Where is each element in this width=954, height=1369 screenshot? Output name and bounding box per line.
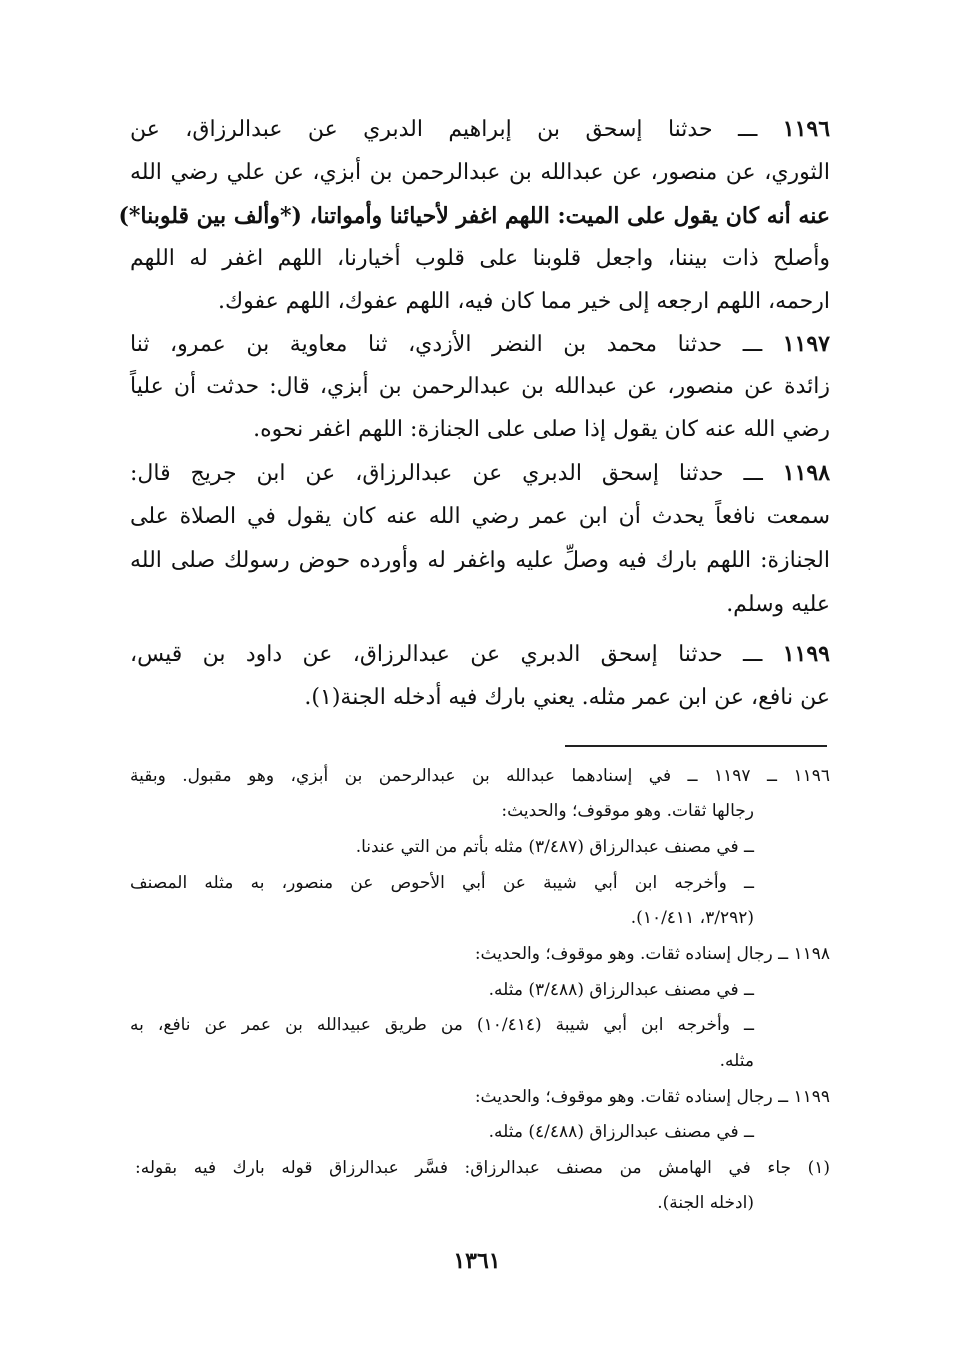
footnote-line-7: ــ في مصنف عبدالرزاق (٣/٤٨٨) مثله. [488, 980, 754, 1000]
hadith-number: ١١٩٩ [782, 641, 830, 667]
footnote-line-3: ــ في مصنف عبدالرزاق (٣/٤٨٧) مثله بأتم من التي عندنا. [355, 837, 754, 857]
hadith-1199-line-1 [130, 641, 830, 667]
hadith-number: ١١٩٨ [782, 460, 831, 486]
hadith-1196-line-4: وأصلح ذات بيننا، واجعل قلوبنا على قلوب أخيارنا، اللهم اغفر له اللهم [130, 246, 830, 271]
hadith-1197-line-2: زائدة عن منصور، عن عبدالله بن عبدالرحمن بن أبزي، قال: حدثت أن علياً [130, 374, 830, 399]
hadith-1198-line-2: سمعت نافعاً يحدث أن ابن عمر رضي الله عنه كان يقول في الصلاة على [130, 504, 830, 529]
footnote-line-4: ــ وأخرجه ابن أبي شيبة عن أبي الأحوص عن منصور، به مثله المصنف [130, 873, 754, 893]
hadith-1196-line-1 [130, 116, 830, 142]
footnote-line-2: رجالها ثقات. وهو موقوف؛ والحديث: [501, 801, 754, 821]
hadith-1198-line-4: عليه وسلم. [726, 592, 830, 617]
hadith-text: حدثنا إسحق الدبري عن عبدالرزاق، عن داود بن قيس، [130, 642, 723, 667]
footnote-line-8: ــ وأخرجه ابن أبي شيبة (١٠/٤١٤) من طريق عبيدالله بن عمر عن نافع، به [130, 1015, 754, 1035]
hadith-text: حدثنا إسحق الدبري عن عبدالرزاق، عن ابن جريج قال: [130, 461, 724, 486]
footnote-line-6: ١١٩٨ ــ رجال إسناده ثقات. وهو موقوف؛ والحديث: [474, 944, 830, 964]
hadith-number: ١١٩٧ [782, 331, 830, 357]
dash: ـــ [743, 461, 763, 486]
footnote-line-11: ــ في مصنف عبدالرزاق (٤/٤٨٨) مثله. [488, 1122, 754, 1142]
dash: ـــ [742, 332, 763, 357]
hadith-1199-line-2: عن نافع، عن ابن عمر مثله. يعني بارك فيه أدخله الجنة(١). [304, 685, 830, 710]
hadith-1197-line-3: رضي الله عنه كان يقول إذا صلى على الجنازة: اللهم اغفر نحوه. [253, 417, 830, 442]
footnote-line-12: (١) جاء في الهامش من مصنف عبدالرزاق: فسَّر عبدالرزاق قوله بارك فيه بقوله: [135, 1158, 830, 1178]
hadith-1197-line-1 [130, 331, 830, 357]
dash: ـــ [743, 642, 763, 667]
hadith-number: ١١٩٦ [782, 116, 831, 142]
hadith-1198-line-1 [130, 460, 830, 486]
hadith-1196-line-3: عنه أنه كان يقول على الميت: اللهم اغفر لأحيائنا وأمواتنا، (*وألف بين قلوبنا*) [118, 203, 830, 229]
hadith-1196-line-2: الثوري، عن منصور، عن عبدالله بن عبدالرحمن بن أبزي، عن علي رضي الله [130, 160, 830, 185]
hadith-1198-line-3: الجنازة: اللهم بارك فيه وصلِّ عليه واغفر له وأورده حوض رسولك صلى الله [130, 548, 830, 573]
footnote-line-5: (٣/٢٩٢، ١٠/٤١١). [630, 908, 754, 928]
hadith-1196-line-5: ارحمه، اللهم ارجعه إلى خير مما كان فيه، اللهم عفوك، اللهم عفوك. [218, 289, 830, 314]
hadith-text: حدثنا محمد بن النضر الأزدي، ثنا معاوية بن عمرو، ثنا [130, 332, 723, 357]
footnote-separator [565, 745, 827, 747]
footnote-line-10: ١١٩٩ ــ رجال إسناده ثقات. وهو موقوف؛ والحديث: [474, 1087, 830, 1107]
footnote-line-1: ١١٩٦ ــ ١١٩٧ ــ في إسنادهما عبدالله بن عبدالرحمن بن أبزي، وهو مقبول. وبقية [130, 766, 830, 786]
dash: ـــ [737, 117, 758, 142]
page-number: ١٣٦١ [453, 1248, 501, 1274]
footnote-line-9: مثله. [719, 1051, 754, 1071]
hadith-text: حدثنا إسحق بن إبراهيم الدبري عن عبدالرزاق، عن [130, 117, 713, 142]
footnote-line-13: (ادخله الجنة). [657, 1193, 754, 1213]
